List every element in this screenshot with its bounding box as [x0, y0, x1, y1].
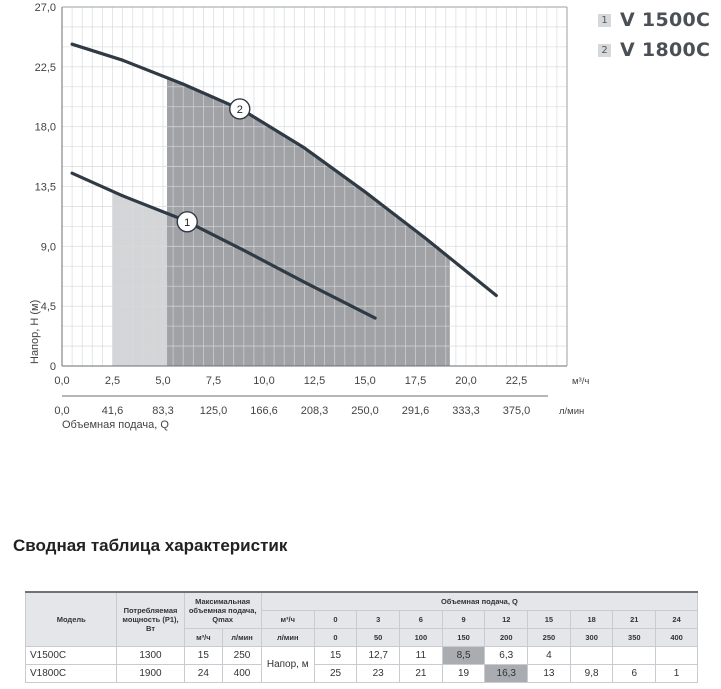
y-tick-label: 27,0: [34, 2, 56, 14]
legend-name-2: V 1800C: [620, 39, 711, 61]
y-tick-label: 4,5: [40, 301, 56, 314]
flow-m3-1: 3: [357, 611, 400, 629]
flow-m3-5: 15: [528, 611, 571, 629]
x-tick-label-m3: 2,5: [104, 375, 121, 387]
cell-power: 1900: [117, 665, 184, 683]
flow-lmin-5: 250: [528, 629, 571, 647]
legend-item-1: [598, 5, 710, 35]
curve-label-1: 1: [184, 216, 191, 229]
flow-lmin-7: 350: [613, 629, 656, 647]
flow-m3-0: 0: [314, 611, 357, 629]
flow-lmin-1: 50: [357, 629, 400, 647]
cell-qmax-m3: 15: [184, 647, 223, 665]
unit-m3: м³/ч: [261, 611, 314, 629]
cell-head-value: [613, 647, 656, 665]
cell-qmax-lmin: 250: [223, 647, 262, 665]
x-tick-label-lmin: 250,0: [351, 405, 379, 417]
table-row: [26, 665, 698, 683]
cell-head-value: 9,8: [570, 665, 613, 683]
flow-lmin-2: 100: [400, 629, 443, 647]
cell-power: 1300: [117, 647, 184, 665]
cell-head-value: 4: [528, 647, 571, 665]
cell-head-value: 15: [314, 647, 357, 665]
x-tick-label-lmin: 125,0: [199, 405, 228, 417]
table-title: Сводная таблица характеристик: [13, 536, 288, 555]
flow-m3-4: 12: [485, 611, 528, 629]
cell-head-value: 11: [400, 647, 443, 665]
header-power: Потребляемая мощность (P1), Вт: [117, 592, 184, 647]
cell-head-value: 8,5: [442, 647, 485, 665]
x-tick-label-m3: 10,0: [253, 375, 275, 387]
y-axis-title: Напор, H (м): [29, 299, 41, 364]
x-tick-label-lmin: 208,3: [300, 405, 329, 417]
cell-head-value: 6,3: [485, 647, 528, 665]
cell-head-value: 19: [442, 665, 485, 683]
x-tick-label-lmin: 375,0: [502, 405, 531, 417]
y-tick-label: 18,0: [34, 121, 56, 134]
x-tick-label-lmin: 166,6: [250, 405, 278, 417]
qmax-m3-header: м³/ч: [184, 629, 223, 647]
y-tick-label: 9,0: [40, 241, 56, 254]
x-tick-label-m3: 15,0: [354, 375, 376, 387]
header-qmax: Максимальная объемная подача, Qmax: [184, 592, 261, 629]
table-header-row: [26, 592, 698, 611]
flow-m3-2: 6: [400, 611, 443, 629]
x-tick-label-lmin: 41,6: [101, 405, 124, 417]
x-tick-label-m3: 12,5: [303, 375, 326, 387]
cell-head-value: [570, 647, 613, 665]
x-tick-label-lmin: 333,3: [452, 405, 480, 417]
cell-head-value: 13: [528, 665, 571, 683]
x-tick-label-m3: 0,0: [54, 375, 70, 387]
y-tick-label: 13,5: [34, 181, 56, 194]
cell-head-value: 1: [656, 665, 698, 683]
cell-qmax-lmin: 400: [223, 665, 262, 683]
cell-head-value: 21: [400, 665, 443, 683]
x-tick-label-m3: 20,0: [455, 375, 477, 387]
cell-model: V1800C: [26, 665, 117, 683]
cell-head-value: [656, 647, 698, 665]
x-unit-m3: м³/ч: [572, 376, 590, 387]
cell-head-value: 23: [357, 665, 400, 683]
legend-name-1: V 1500C: [620, 9, 711, 31]
table-row: [26, 647, 698, 665]
qmax-lmin-header: л/мин: [223, 629, 262, 647]
cell-head-value: 16,3: [485, 665, 528, 683]
x-tick-label-m3: 22,5: [505, 375, 528, 387]
cell-head-value: 12,7: [357, 647, 400, 665]
flow-m3-7: 21: [613, 611, 656, 629]
flow-lmin-8: 400: [656, 629, 698, 647]
unit-lmin: л/мин: [261, 629, 314, 647]
flow-m3-8: 24: [656, 611, 698, 629]
x-tick-label-m3: 17,5: [404, 375, 427, 387]
legend-num-1: 1: [598, 14, 611, 27]
x-tick-label-lmin: 0,0: [54, 405, 70, 417]
chart-legend: [598, 5, 710, 65]
flow-m3-6: 18: [570, 611, 613, 629]
curve-label-2: 2: [236, 103, 243, 116]
cell-model: V1500C: [26, 647, 117, 665]
header-model: Модель: [26, 592, 117, 647]
x-tick-label-lmin: 83,3: [152, 405, 174, 417]
cell-head-value: 6: [613, 665, 656, 683]
header-flow: Объемная подача, Q: [261, 592, 697, 611]
flow-lmin-6: 300: [570, 629, 613, 647]
x-tick-label-m3: 5,0: [155, 375, 171, 387]
working-zone-2: [167, 78, 450, 366]
flow-lmin-0: 0: [314, 629, 357, 647]
flow-lmin-3: 150: [442, 629, 485, 647]
x-tick-label-lmin: 291,6: [401, 405, 430, 417]
legend-item-2: [598, 35, 710, 65]
y-tick-label: 0: [49, 361, 56, 373]
cell-head-value: 25: [314, 665, 357, 683]
spec-table: [25, 591, 698, 683]
flow-m3-3: 9: [442, 611, 485, 629]
legend-num-2: 2: [598, 44, 611, 57]
x-axis-title: Объемная подача, Q: [62, 419, 169, 431]
x-unit-lmin: л/мин: [559, 406, 585, 417]
flow-lmin-4: 200: [485, 629, 528, 647]
y-tick-label: 22,5: [34, 61, 56, 74]
cell-head-label: Напор, м: [261, 647, 314, 683]
cell-qmax-m3: 24: [184, 665, 223, 683]
x-tick-label-m3: 7,5: [205, 375, 222, 387]
